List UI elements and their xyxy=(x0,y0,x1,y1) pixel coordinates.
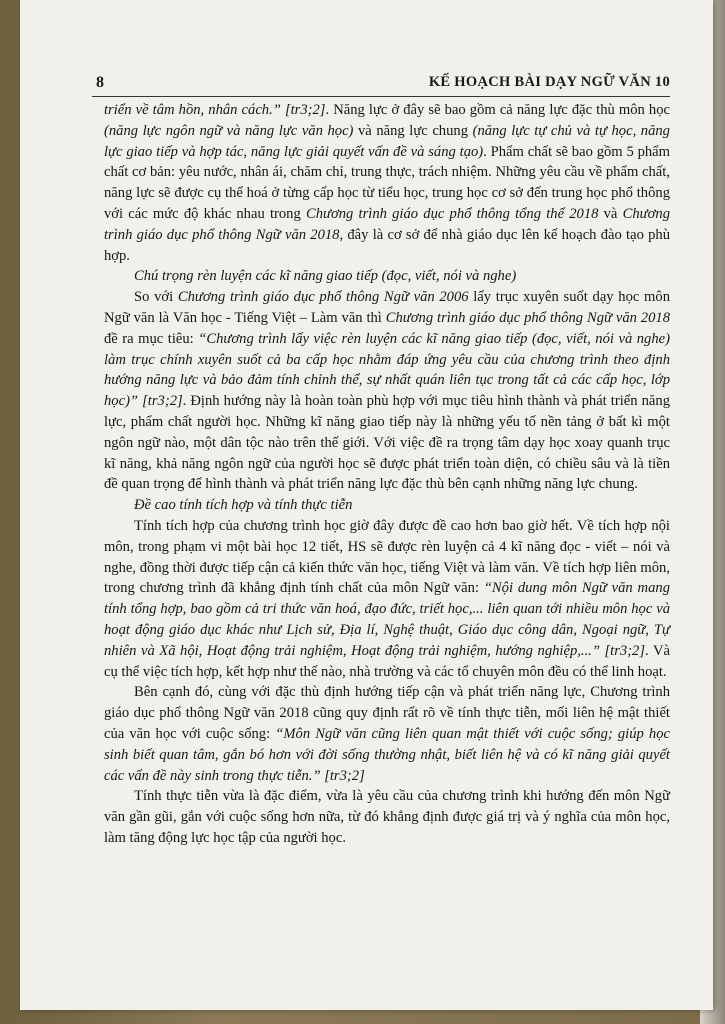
book-title: KẾ HOẠCH BÀI DẠY NGỮ VĂN 10 xyxy=(428,74,670,90)
section-subheading xyxy=(104,266,670,287)
text-run: . Năng lực ở đây sẽ bao gồm cả năng lực đặc thù môn học xyxy=(325,102,671,118)
italic-text-run: “Nội dung môn Ngữ văn mang tính tổng hợp, bao gồm cả tri thức văn hoá, đạo đức, triết học,... liên quan tới nhiều môn học và hoạt động giáo dục khác như Lịch sử, Địa lí, Nghệ thuật, Giáo dục công dân, Ngoại ngữ, Tự nhiên và Xã hội, Hoạt động trải nghiệm, Hoạt động trải nghiệm, hướng nghiệp,...” [tr3;2] xyxy=(104,580,670,659)
italic-text-run: (năng lực tự chủ và tự học, năng lực giao tiếp và hợp tác, năng lực giải quyết vấn đề và sáng tạo) xyxy=(104,122,670,160)
italic-text-run: Chương trình giáo dục phổ thông tổng thể 2018 xyxy=(305,205,599,222)
text-run: đề ra mục tiêu: xyxy=(104,330,199,347)
italic-text-run: triển về tâm hồn, nhân cách.” [tr3;2] xyxy=(104,102,326,118)
text-run: . Và cụ thể việc tích hợp, kết hợp như thế nào, nhà trường và các tổ chuyên môn đều có thể linh hoạt. xyxy=(104,642,670,680)
paragraph xyxy=(104,682,670,786)
paragraph xyxy=(104,516,670,682)
italic-text-run: Chương trình giáo dục phổ thông Ngữ văn 2018 xyxy=(385,309,670,326)
text-run: lấy trục xuyên suốt dạy học môn Ngữ văn là Văn học - Tiếng Việt – Làm văn thì xyxy=(104,289,671,326)
running-header xyxy=(92,74,670,97)
italic-text-run: “Môn Ngữ văn cũng liên quan mật thiết với cuộc sống; giúp học sinh biết quan tâm, gắn bó hơn với đời sống thường nhật, biết liên hệ và có kĩ năng giải quyết các vấn đề này sinh trong thực tiễn.” [tr3;2] xyxy=(104,725,671,784)
text-run: và năng lực chung xyxy=(353,122,473,139)
paragraph xyxy=(104,287,670,495)
text-run: Tính tích hợp của chương trình học giờ đây được đề cao hơn bao giờ hết. Về tích hợp nội môn, trong phạm vi một bài học 12 tiết, HS sẽ được rèn luyện cả 4 kĩ năng đọc - viết – nói và nghe, đồng thời được tiếp cận cả kiến thức văn học, tiếng Việt và làm văn. Về tích hợp liên môn, trong chương trình đã khẳng định tính chất của môn Ngữ văn: xyxy=(104,517,670,597)
italic-text-run: (năng lực ngôn ngữ và năng lực văn học) xyxy=(104,122,354,139)
italic-text-run: Chương trình giáo dục phổ thông Ngữ văn 2006 xyxy=(177,289,469,306)
text-run: và xyxy=(598,205,623,222)
page-body-text xyxy=(104,100,670,849)
text-run: . Định hướng này là hoàn toàn phù hợp với mục tiêu hình thành và phát triển năng lực, phẩm chất người học. Những kĩ năng giao tiếp này là những yếu tố nền tảng ở bất kì một ngôn ngữ nào, một dân tộc nào trên thế giới. Với việc đề ra trọng tâm dạy học xoay quanh trục kĩ năng, khả năng ngôn ngữ của người học sẽ được phát triển toàn diện, có chiều sâu và là tiền đề quan trọng để hình thành và phát triển năng lực đặc thù bên cạnh những năng lực chung. xyxy=(104,393,670,493)
paragraph xyxy=(104,100,670,266)
page-number: 8 xyxy=(96,74,104,91)
italic-text-run: Đề cao tính tích hợp và tính thực tiễn xyxy=(134,497,353,514)
italic-text-run: “Chương trình lấy việc rèn luyện các kĩ năng giao tiếp (đọc, viết, nói và nghe) làm trục chính xuyên suốt cả ba cấp học nhằm đáp ứng yêu cầu của chương trình theo định hướng năng lực và bảo đảm tính chỉnh thể, sự nhất quán liên tục trong tất cả các cấp học, lớp học)” [tr3;2] xyxy=(104,330,670,410)
section-subheading xyxy=(104,495,670,516)
text-run: . Phẩm chất sẽ bao gồm 5 phẩm chất cơ bản: yêu nước, nhân ái, chăm chỉ, trung thực, trách nhiệm. Những yêu cầu về phẩm chất, năng lực sẽ được cụ thể hoá ở từng cấp học từ tiểu học, trung học cơ sở đến trung học phổ thông với các mức độ khác nhau trong xyxy=(104,143,670,222)
text-run: Bên cạnh đó, cùng với đặc thù định hướng tiếp cận và phát triển năng lực, Chương trình giáo dục phổ thông Ngữ văn 2018 cũng quy định rất rõ về tính thực tiễn, mối liên hệ mật thiết của văn học với cuộc sống: xyxy=(104,684,670,742)
text-run: , đây là cơ sở để nhà giáo dục lên kế hoạch đào tạo phù hợp. xyxy=(104,226,670,264)
text-run: Tính thực tiễn vừa là đặc điểm, vừa là yêu cầu của chương trình khi hướng đến môn Ngữ văn gần gũi, gắn với cuộc sống hơn nữa, từ đó khẳng định được giá trị và ý nghĩa của môn học, làm tăng động lực học tập của người học. xyxy=(104,788,670,846)
italic-text-run: Chú trọng rèn luyện các kĩ năng giao tiếp (đọc, viết, nói và nghe) xyxy=(134,268,517,285)
text-run: So với xyxy=(134,289,178,306)
paragraph xyxy=(104,786,670,848)
italic-text-run: Chương trình giáo dục phổ thông Ngữ văn 2018 xyxy=(104,205,670,243)
